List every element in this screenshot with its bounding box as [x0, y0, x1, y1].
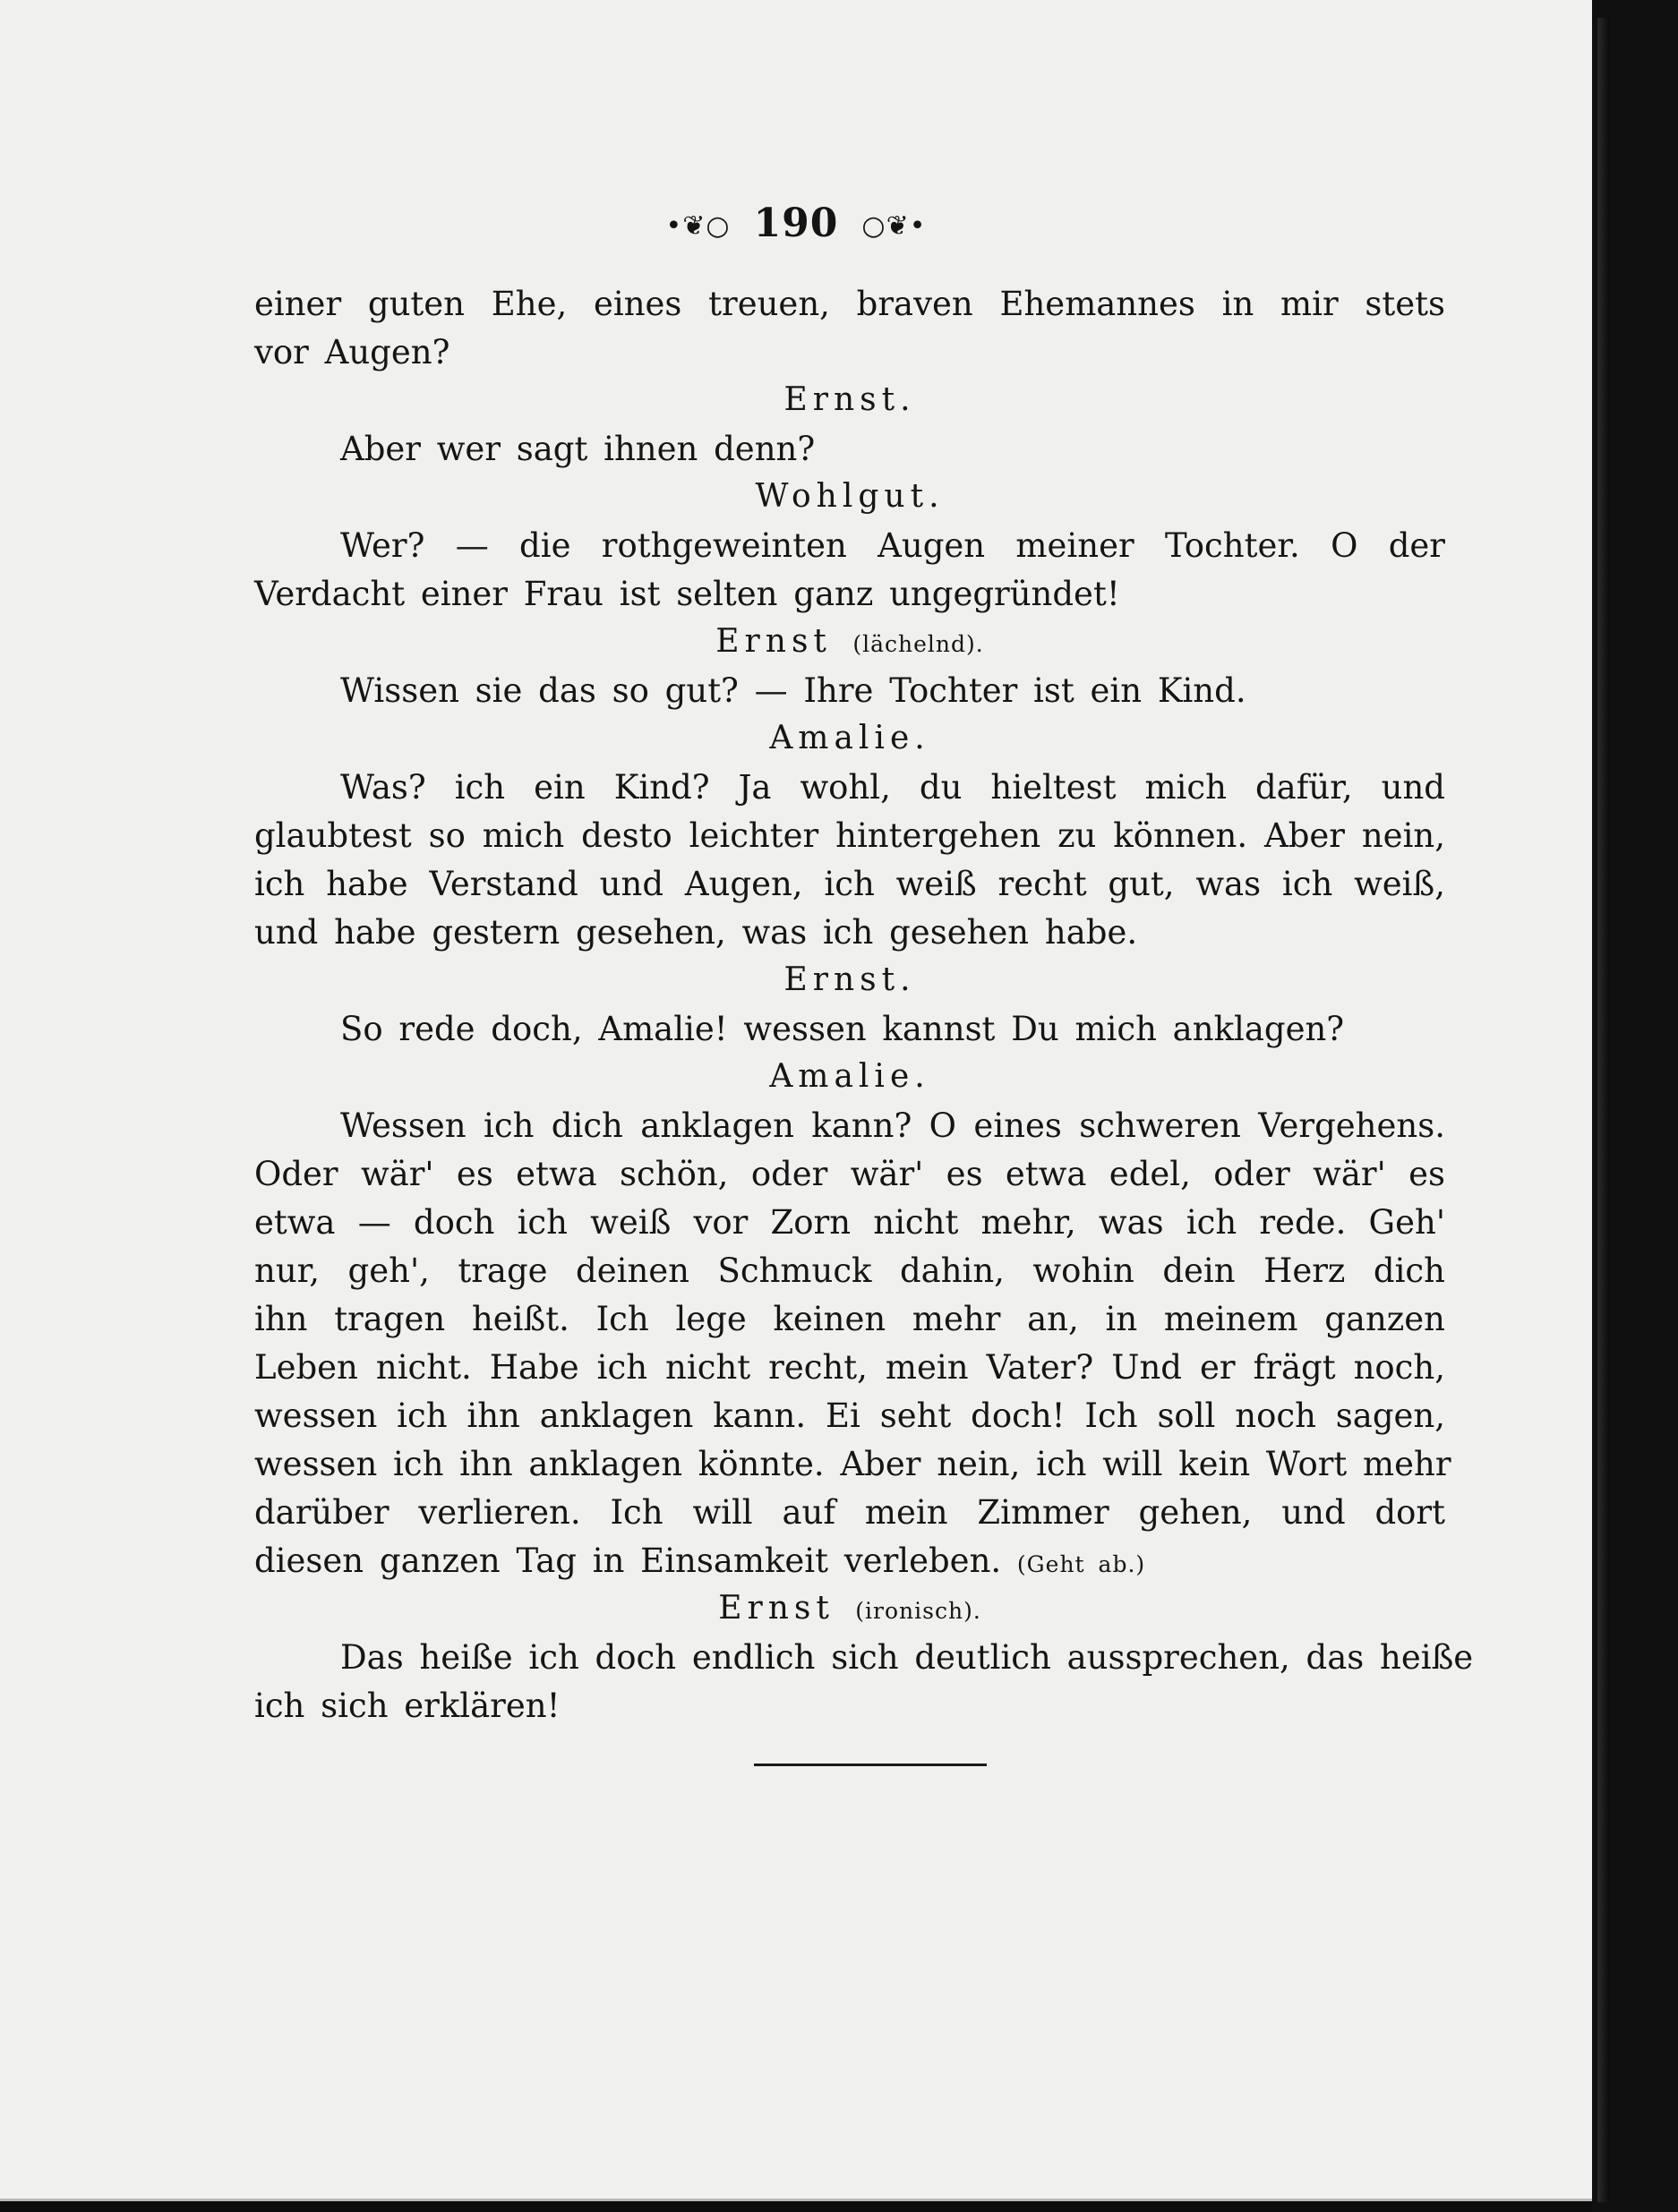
text-line: wessen ich ihn anklagen könnte. Aber nein, ich will kein Wort mehr	[254, 1445, 1451, 1483]
text-span: diesen ganzen Tag in Einsamkeit verleben.	[254, 1542, 1002, 1580]
text-line: einer guten Ehe, eines treuen, braven Ehemannes in mir stets	[254, 285, 1445, 323]
speaker-line	[254, 623, 1445, 671]
page-header	[0, 201, 1592, 246]
text-line: ihn tragen heißt. Ich lege keinen mehr an, in meinem ganzen	[254, 1300, 1445, 1338]
left-ornament: •❦○	[665, 210, 731, 242]
text-line: Das heiße ich doch endlich sich deutlich aussprechen, das heiße	[340, 1638, 1474, 1677]
text-line: So rede doch, Amalie! wessen kannst Du mich anklagen?	[340, 1010, 1345, 1048]
right-ornament: ○❦•	[861, 210, 927, 242]
text-line: wessen ich ihn anklagen kann. Ei seht doch! Ich soll noch sagen,	[254, 1396, 1445, 1435]
speaker-name: Ernst	[715, 623, 832, 660]
page-number: 190	[753, 201, 839, 246]
book-spine	[1592, 0, 1678, 2212]
speaker-name: Amalie.	[769, 720, 930, 756]
spine-edge	[1597, 18, 1610, 2202]
speaker-name: Ernst	[718, 1590, 835, 1627]
text-line: Aber wer sagt ihnen denn?	[340, 430, 816, 468]
text-line: Verdacht einer Frau ist selten ganz ungegründet!	[254, 575, 1120, 613]
text-line: Wessen ich dich anklagen kann? O eines schweren Vergehens.	[340, 1106, 1445, 1145]
text-line: vor Augen?	[254, 333, 450, 372]
text-line: etwa — doch ich weiß vor Zorn nicht mehr, was ich rede. Geh'	[254, 1203, 1445, 1242]
text-line: Was? ich ein Kind? Ja wohl, du hieltest mich dafür, und	[340, 768, 1445, 807]
text-line: ich habe Verstand und Augen, ich weiß recht gut, was ich weiß,	[254, 865, 1445, 903]
speaker-name: Amalie.	[769, 1058, 930, 1095]
text-line: Leben nicht. Habe ich nicht recht, mein Vater? Und er frägt noch,	[254, 1348, 1445, 1387]
text-line: und habe gestern gesehen, was ich gesehen habe.	[254, 913, 1138, 952]
speaker-name: Ernst.	[783, 381, 916, 418]
speaker-name: Wohlgut.	[755, 478, 945, 515]
stage-direction: (ironisch).	[855, 1598, 981, 1624]
text-line: glaubtest so mich desto leichter hintergehen zu können. Aber nein,	[254, 816, 1445, 855]
text-line: Wissen sie das so gut? — Ihre Tochter ist ein Kind.	[340, 671, 1246, 710]
end-rule	[754, 1764, 987, 1766]
text-line: Wer? — die rothgeweinten Augen meiner Tochter. O der	[340, 526, 1445, 565]
speaker-line	[254, 1590, 1445, 1638]
text-line: Oder wär' es etwa schön, oder wär' es etwa edel, oder wär' es	[254, 1155, 1445, 1193]
text-line: ich sich erklären!	[254, 1687, 561, 1725]
text-line: nur, geh', trage deinen Schmuck dahin, wohin dein Herz dich	[254, 1251, 1445, 1290]
stage-direction: (lächelnd).	[852, 631, 984, 657]
speaker-name: Ernst.	[783, 961, 916, 998]
text-line	[254, 1542, 1445, 1590]
stage-direction: (Geht ab.)	[1016, 1551, 1146, 1577]
text-line: darüber verlieren. Ich will auf mein Zimmer gehen, und dort	[254, 1493, 1445, 1532]
